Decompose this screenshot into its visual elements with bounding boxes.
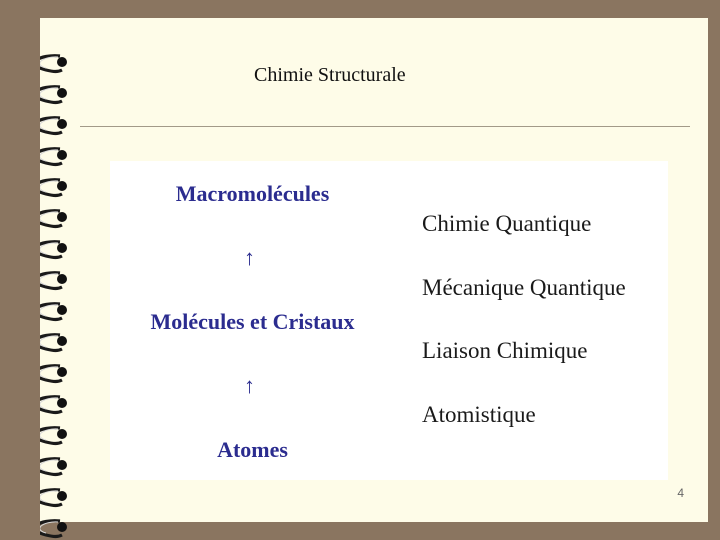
up-arrow-icon: ↑ <box>244 245 255 270</box>
discipline-atomistics: Atomistique <box>422 402 536 427</box>
binding-hole <box>57 460 67 470</box>
binding-hole <box>57 491 67 501</box>
binding-hole <box>57 305 67 315</box>
binding-hole <box>57 336 67 346</box>
discipline-quantum-mechanics: Mécanique Quantique <box>422 275 626 300</box>
macromolecules-label: Macromolécules <box>175 181 330 206</box>
molecules-crystals-label: Molécules et Cristaux <box>150 309 355 334</box>
diagram-panel <box>110 161 668 480</box>
binding-hole <box>57 57 67 67</box>
binding-hole <box>57 367 67 377</box>
binding-hole <box>57 181 67 191</box>
spiral-binding-icon <box>40 40 120 540</box>
atoms-label: Atomes <box>217 437 288 462</box>
binding-hole <box>57 150 67 160</box>
binding-hole <box>57 522 67 532</box>
binding-hole <box>57 398 67 408</box>
binding-hole <box>57 212 67 222</box>
binding-hole <box>57 88 67 98</box>
title-divider <box>80 126 690 127</box>
binding-hole <box>57 119 67 129</box>
binding-hole <box>57 243 67 253</box>
discipline-chemical-bonding: Liaison Chimique <box>422 338 588 363</box>
up-arrow-icon: ↑ <box>244 373 255 398</box>
binding-hole <box>57 274 67 284</box>
page-number: 4 <box>677 486 684 500</box>
slide-page: Chimie Structurale Macromolécules ↑ Molécules et Cristaux ↑ Atomes Chimie Quantique Mécanique Quantique Liaison Chimique Atomistique 4 <box>40 18 708 522</box>
binding-hole <box>57 429 67 439</box>
hierarchy-column <box>110 161 395 480</box>
discipline-quantum-chemistry: Chimie Quantique <box>422 211 592 236</box>
